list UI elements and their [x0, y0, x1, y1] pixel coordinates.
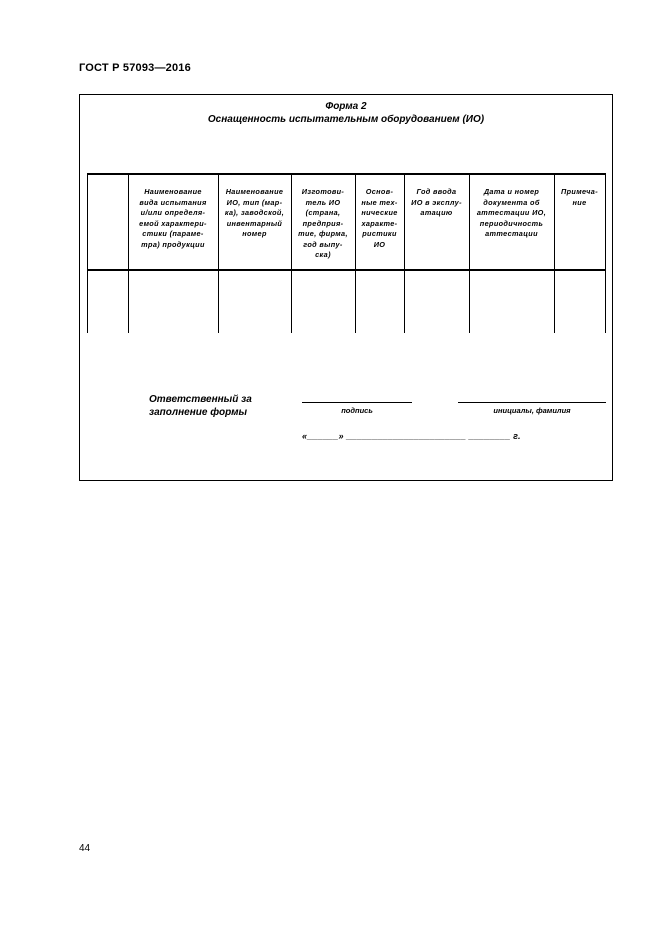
form-number: Форма 2	[325, 101, 367, 112]
column-header-commissioning-year: Год ввода ИО в эксплу- атацию	[411, 187, 462, 217]
form-title: Оснащенность испытательным оборудованием (ИО)	[207, 114, 485, 125]
date-line: «______» _______________________ ________ г.	[302, 431, 521, 441]
column-header-manufacturer: Изготови- тель ИО (страна, предприя- тие, фирма, год выпу- ска)	[298, 187, 348, 259]
name-caption: инициалы, фамилия	[493, 406, 571, 415]
column-header-specifications: Основ- ные тех- нические характе- ристики ИО	[361, 187, 398, 249]
signature-line	[302, 402, 412, 403]
page-number: 44	[79, 843, 91, 854]
col-divider	[605, 173, 606, 333]
equipment-table	[87, 173, 606, 333]
col-divider	[87, 173, 88, 333]
column-header-note: Примеча- ние	[561, 187, 598, 207]
column-header-test-type: Наименование вида испытания и/или определя- емой характери- стики (параме- тра) продукции	[139, 187, 207, 249]
document-header: ГОСТ Р 57093—2016	[79, 62, 191, 74]
signature-caption: подпись	[341, 406, 373, 415]
form-frame	[79, 94, 613, 481]
responsible-label: Ответственный за заполнение формы	[149, 394, 252, 418]
name-line	[458, 402, 606, 403]
column-header-attestation: Дата и номер документа об аттестации ИО, периодичность аттестации	[476, 187, 547, 238]
table-top-border	[87, 173, 606, 175]
table-header-border	[87, 269, 606, 271]
column-header-equipment-name: Наименование ИО, тип (мар- ка), заводской, инвентарный номер	[224, 187, 285, 238]
